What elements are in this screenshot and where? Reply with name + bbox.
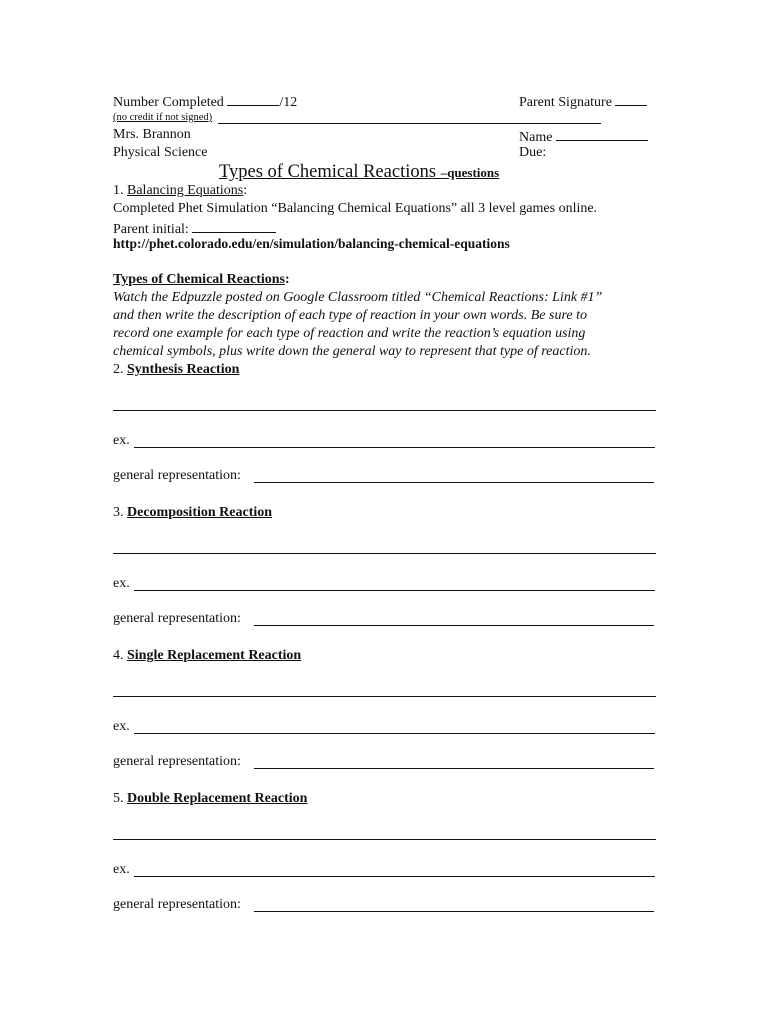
q3-example-line[interactable] bbox=[134, 590, 655, 591]
number-completed-total: /12 bbox=[279, 95, 298, 110]
q2-heading-text: Synthesis Reaction bbox=[127, 362, 240, 377]
instructions-line-1: Watch the Edpuzzle posted on Google Classroom titled “Chemical Reactions: Link #1” bbox=[113, 290, 603, 305]
parent-initial-blank[interactable] bbox=[192, 220, 276, 233]
q4-general-line[interactable] bbox=[254, 768, 654, 769]
q4-heading-text: Single Replacement Reaction bbox=[127, 648, 302, 663]
q1-heading bbox=[113, 184, 247, 198]
q5-description-line[interactable] bbox=[113, 839, 656, 840]
q4-general-label: general representation: bbox=[113, 754, 241, 769]
types-colon: : bbox=[285, 272, 290, 287]
q2-number: 2. bbox=[113, 362, 124, 377]
q2-example-line[interactable] bbox=[134, 447, 655, 448]
q3-general-line[interactable] bbox=[254, 625, 654, 626]
q2-example-label: ex. bbox=[113, 433, 130, 448]
q3-number: 3. bbox=[113, 505, 124, 520]
instructions-line-4: chemical symbols, plus write down the general way to represent that type of reaction. bbox=[113, 344, 591, 359]
parent-initial bbox=[113, 220, 276, 237]
signature-rule bbox=[218, 123, 601, 124]
q3-heading bbox=[113, 506, 272, 520]
parent-signature-blank[interactable] bbox=[615, 93, 647, 106]
q5-general-line[interactable] bbox=[254, 911, 654, 912]
types-heading-text: Types of Chemical Reactions bbox=[113, 272, 285, 287]
q5-example-label: ex. bbox=[113, 862, 130, 877]
q4-example-line[interactable] bbox=[134, 733, 655, 734]
name-blank[interactable] bbox=[556, 128, 648, 141]
teacher-name: Mrs. Brannon bbox=[113, 127, 191, 142]
number-completed-label: Number Completed bbox=[113, 95, 224, 110]
course-name: Physical Science bbox=[113, 145, 208, 160]
q3-example-label: ex. bbox=[113, 576, 130, 591]
page-title-main: Types of Chemical Reactions bbox=[219, 162, 437, 182]
q5-heading-text: Double Replacement Reaction bbox=[127, 791, 308, 806]
q4-description-line[interactable] bbox=[113, 696, 656, 697]
q2-general-label: general representation: bbox=[113, 468, 241, 483]
q4-example-label: ex. bbox=[113, 719, 130, 734]
q5-number: 5. bbox=[113, 791, 124, 806]
q2-general-line[interactable] bbox=[254, 482, 654, 483]
q4-heading bbox=[113, 649, 301, 663]
q1-heading-text: Balancing Equations bbox=[127, 183, 244, 198]
q3-description-line[interactable] bbox=[113, 553, 656, 554]
q2-heading bbox=[113, 363, 239, 377]
q1-colon: : bbox=[243, 183, 248, 198]
q3-general-label: general representation: bbox=[113, 611, 241, 626]
parent-initial-label: Parent initial: bbox=[113, 222, 189, 237]
number-completed-blank[interactable] bbox=[227, 93, 279, 106]
page-title bbox=[219, 163, 499, 182]
q5-example-line[interactable] bbox=[134, 876, 655, 877]
phet-url[interactable]: http://phet.colorado.edu/en/simulation/balancing-chemical-equations bbox=[113, 236, 510, 251]
instructions-line-3: record one example for each type of reaction and write the reaction’s equation using bbox=[113, 326, 586, 341]
instructions-line-2: and then write the description of each type of reaction in your own words. Be sure to bbox=[113, 308, 587, 323]
q3-heading-text: Decomposition Reaction bbox=[127, 505, 273, 520]
due-label: Due: bbox=[519, 145, 547, 160]
q5-general-label: general representation: bbox=[113, 897, 241, 912]
q4-number: 4. bbox=[113, 648, 124, 663]
q2-description-line[interactable] bbox=[113, 410, 656, 411]
name-label: Name bbox=[519, 130, 553, 145]
q5-heading bbox=[113, 792, 307, 806]
page-title-sub: –questions bbox=[440, 165, 500, 180]
no-credit-note: (no credit if not signed) bbox=[113, 112, 213, 123]
number-completed bbox=[113, 93, 297, 110]
types-heading bbox=[113, 273, 290, 287]
parent-signature-label: Parent Signature bbox=[519, 95, 612, 110]
q1-line1: Completed Phet Simulation “Balancing Chemical Equations” all 3 level games online. bbox=[113, 201, 598, 216]
parent-signature bbox=[519, 93, 647, 110]
q1-number: 1. bbox=[113, 183, 124, 198]
student-name-field bbox=[519, 128, 648, 145]
